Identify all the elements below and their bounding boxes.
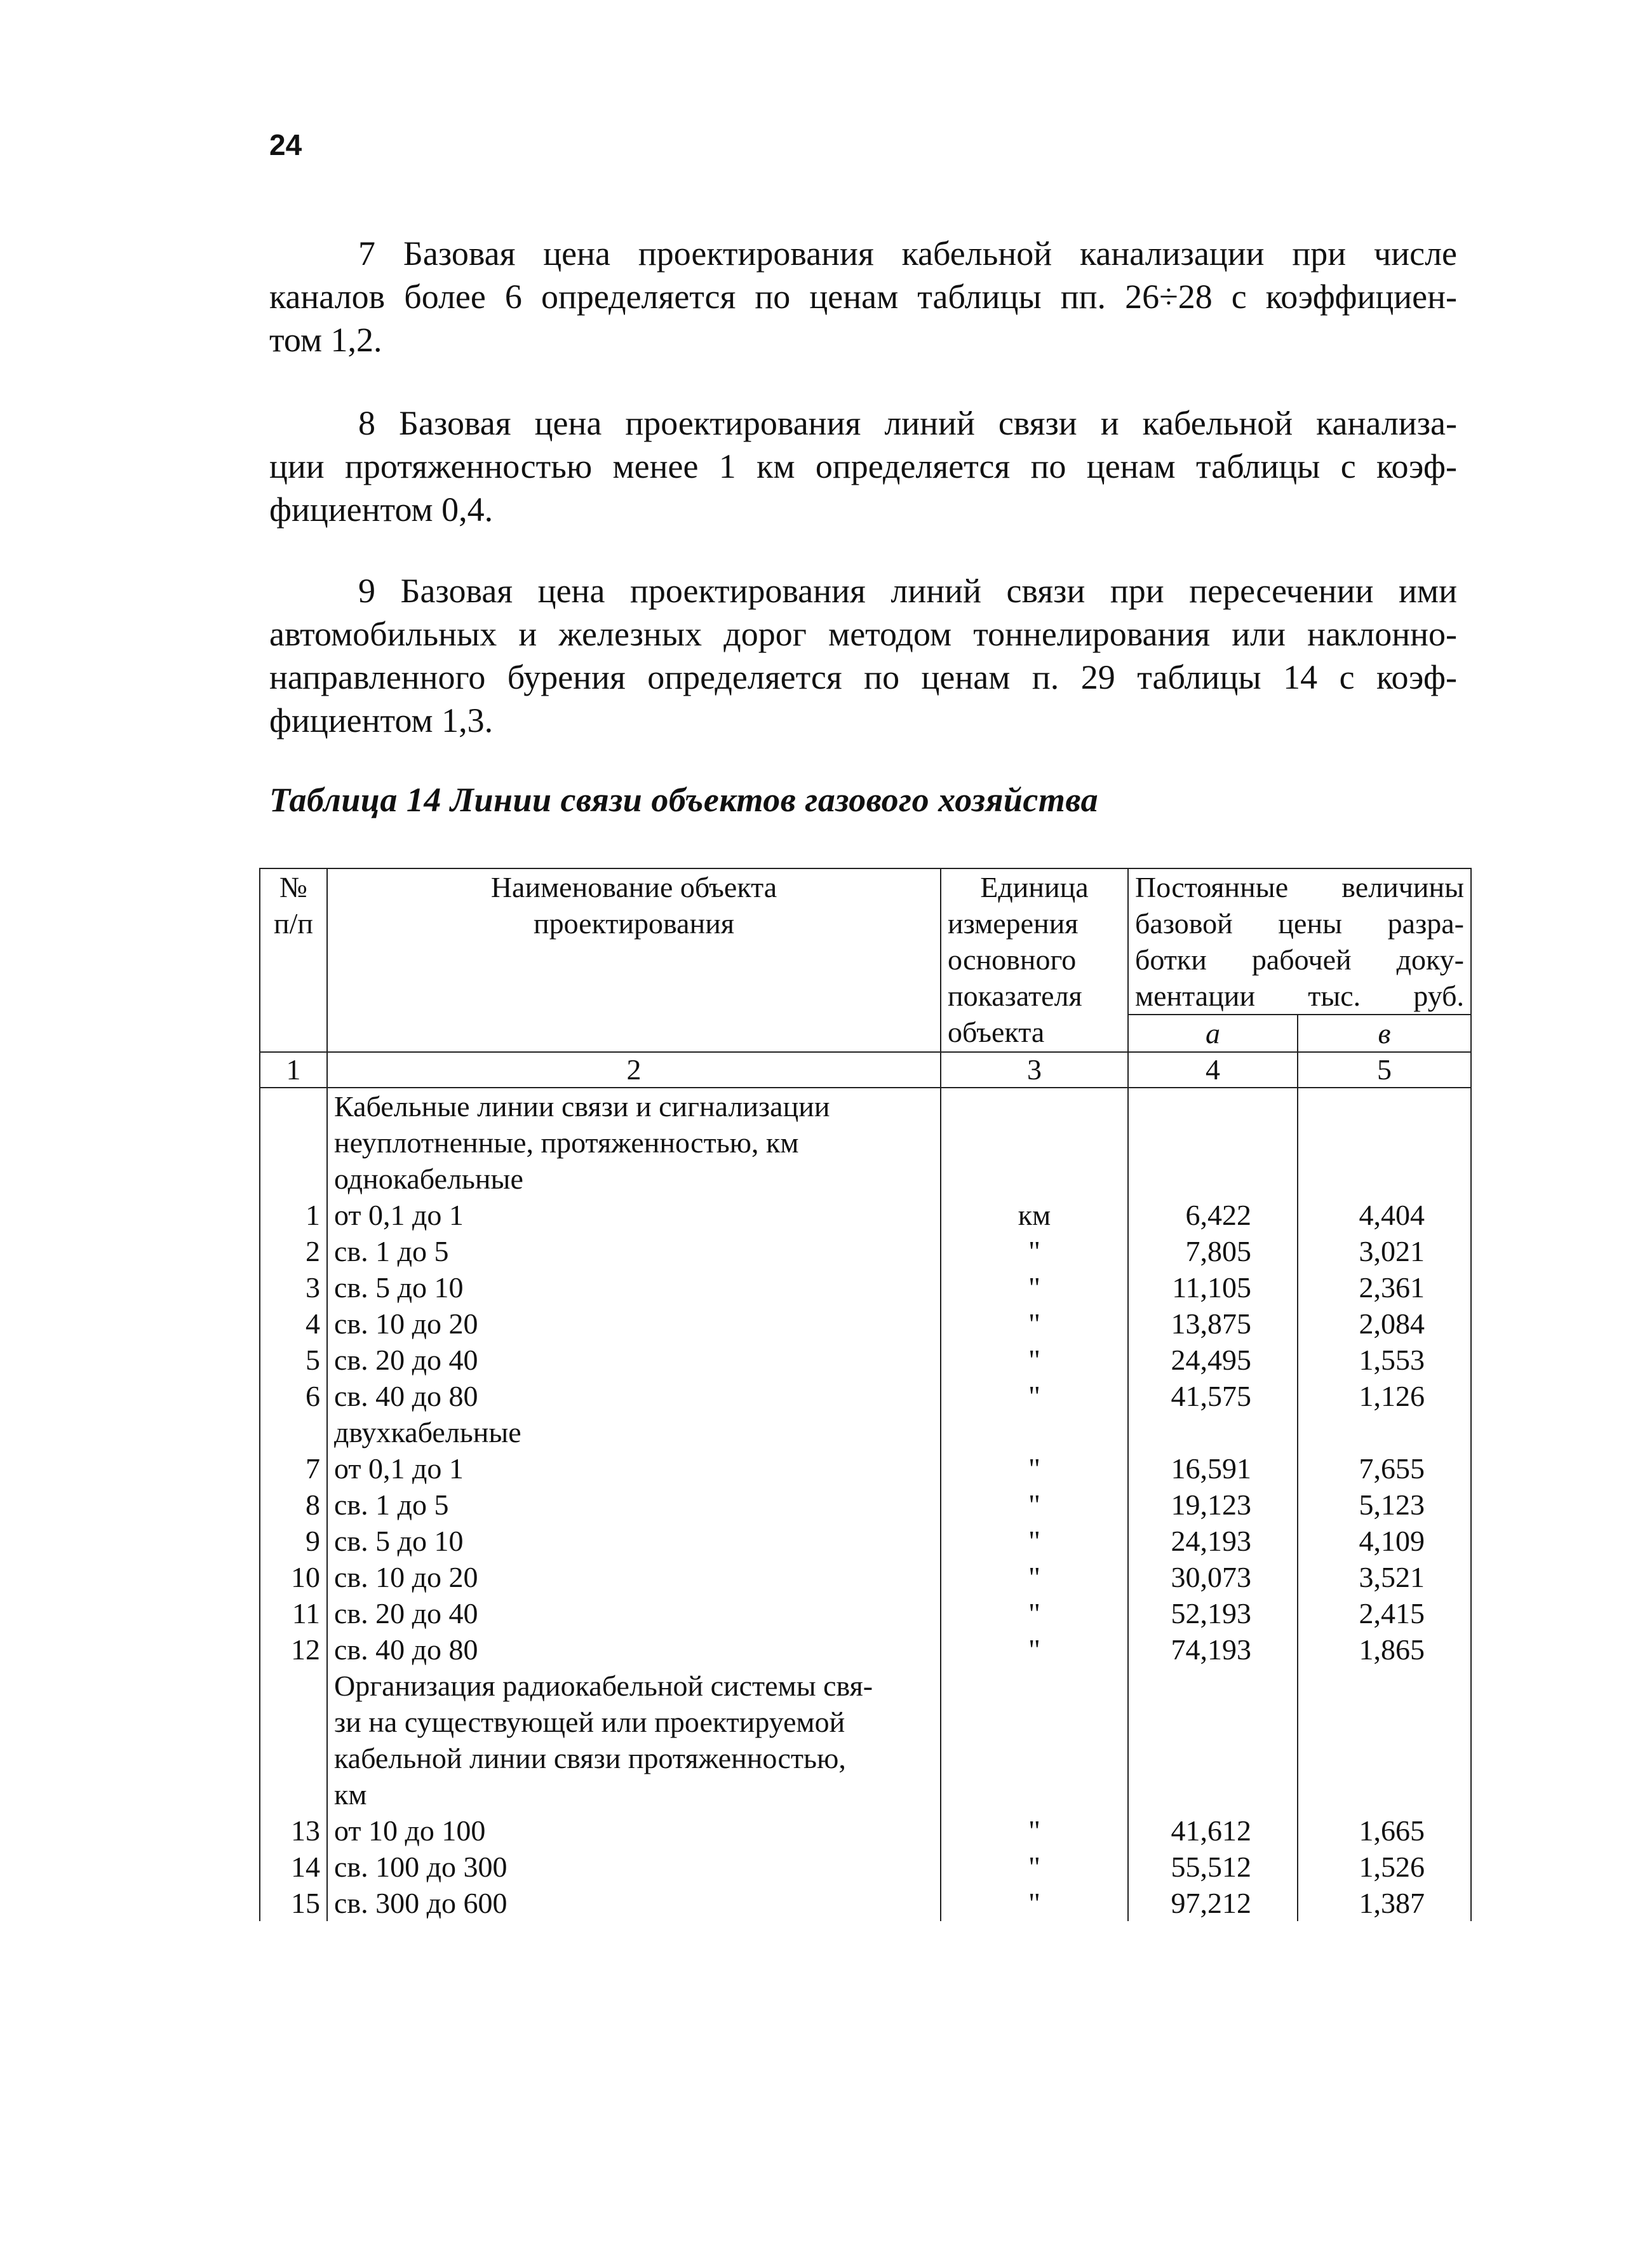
header-number [260,868,327,1052]
row-value-b [1298,1704,1471,1740]
header-text: измерения [948,907,1079,940]
row-unit [941,1414,1128,1450]
row-number [260,1776,327,1812]
table-row [260,1812,1471,1849]
row-value-a: 11,105 [1128,1269,1298,1306]
row-object-name: двухкабельные [327,1414,941,1450]
row-object-name: от 10 до 100 [327,1812,941,1849]
paragraph-line: 8 Базовая цена проектирования линий связи и кабельной канализа- [358,404,1457,442]
row-number [260,1124,327,1161]
row-unit: " [941,1450,1128,1487]
row-value-a [1128,1161,1298,1197]
column-number: 3 [941,1052,1128,1088]
row-number [260,1704,327,1740]
row-object-name: св. 10 до 20 [327,1306,941,1342]
row-value-a: 6,422 [1128,1197,1298,1233]
column-number: 4 [1128,1052,1298,1088]
row-number: 10 [260,1559,327,1595]
header-text: Наименование объекта [490,871,777,903]
row-value-b [1298,1776,1471,1812]
header-text: проектирования [534,907,734,940]
row-value-a [1128,1740,1298,1776]
table-row [260,1595,1471,1631]
row-unit [941,1704,1128,1740]
row-value-a: 16,591 [1128,1450,1298,1487]
row-value-a: 55,512 [1128,1849,1298,1885]
row-value-b [1298,1088,1471,1124]
table-row [260,1306,1471,1342]
row-value-a [1128,1124,1298,1161]
row-number: 13 [260,1812,327,1849]
row-unit [941,1776,1128,1812]
row-object-name: св. 10 до 20 [327,1559,941,1595]
table-row [260,1197,1471,1233]
row-unit: " [941,1378,1128,1414]
row-value-a [1128,1704,1298,1740]
row-number: 14 [260,1849,327,1885]
row-value-a: 41,575 [1128,1378,1298,1414]
row-value-a: 41,612 [1128,1812,1298,1849]
header-text: № [279,871,307,903]
row-object-name: св. 20 до 40 [327,1595,941,1631]
row-unit: км [941,1197,1128,1233]
row-unit: " [941,1812,1128,1849]
row-value-a: 30,073 [1128,1559,1298,1595]
column-number: 1 [260,1052,327,1088]
row-value-b: 5,123 [1298,1487,1471,1523]
row-object-name: св. 40 до 80 [327,1378,941,1414]
row-value-a [1128,1414,1298,1450]
row-unit: " [941,1233,1128,1269]
row-value-b: 2,415 [1298,1595,1471,1631]
row-object-name: св. 100 до 300 [327,1849,941,1885]
row-value-b: 7,655 [1298,1450,1471,1487]
row-object-name: кабельной линии связи протяженностью, [327,1740,941,1776]
row-unit: " [941,1487,1128,1523]
row-number: 12 [260,1631,327,1668]
row-value-b: 4,109 [1298,1523,1471,1559]
table-row [260,1487,1471,1523]
row-value-b: 1,865 [1298,1631,1471,1668]
row-object-name: св. 1 до 5 [327,1233,941,1269]
row-object-name: зи на существующей или проектируемой [327,1704,941,1740]
row-object-name: св. 20 до 40 [327,1342,941,1378]
paragraph-line: 9 Базовая цена проектирования линий связи при пересечении ими [358,572,1457,610]
row-number [260,1740,327,1776]
paragraph-line: 7 Базовая цена проектирования кабельной канализации при числе [358,234,1457,273]
paragraph-line: фициентом 1,3. [269,701,494,739]
header-text: показателя [948,980,1082,1012]
table-row [260,1233,1471,1269]
row-value-a: 7,805 [1128,1233,1298,1269]
table-caption: Таблица 14 Линии связи объектов газового хозяйства [269,781,1099,819]
row-number: 3 [260,1269,327,1306]
paragraph-line: автомобильных и железных дорог методом тоннелирования или наклонно- [269,615,1457,653]
row-number: 4 [260,1306,327,1342]
row-value-b: 1,553 [1298,1342,1471,1378]
row-object-name: св. 1 до 5 [327,1487,941,1523]
header-unit [941,868,1128,1052]
row-number: 15 [260,1885,327,1921]
header-text: ботки рабочей доку- [1135,943,1464,976]
row-object-name: св. 5 до 10 [327,1523,941,1559]
table-row [260,1088,1471,1124]
header-text: основного [948,943,1077,976]
row-unit: " [941,1849,1128,1885]
row-value-b [1298,1668,1471,1704]
row-object-name: св. 40 до 80 [327,1631,941,1668]
row-number: 1 [260,1197,327,1233]
row-value-b [1298,1124,1471,1161]
data-table [259,868,1472,1921]
row-unit: " [941,1595,1128,1631]
header-text: базовой цены разра- [1135,907,1464,940]
row-value-b [1298,1414,1471,1450]
table-body [260,1052,1471,1921]
row-value-b [1298,1740,1471,1776]
row-unit: " [941,1885,1128,1921]
paragraph-line: фициентом 0,4. [269,490,494,529]
paragraph-line: ции протяженностью менее 1 км определяется по ценам таблицы с коэф- [269,447,1457,485]
table-row [260,1124,1471,1161]
row-object-name: однокабельные [327,1161,941,1197]
row-number: 11 [260,1595,327,1631]
table-row [260,1269,1471,1306]
table-header-row [260,868,1471,1015]
row-number [260,1161,327,1197]
row-value-a: 19,123 [1128,1487,1298,1523]
table-row [260,1631,1471,1668]
row-value-a [1128,1776,1298,1812]
table-row [260,1450,1471,1487]
header-col-b: в [1298,1015,1471,1052]
row-object-name: от 0,1 до 1 [327,1197,941,1233]
row-unit [941,1161,1128,1197]
table-row [260,1704,1471,1740]
table-row [260,1559,1471,1595]
row-object-name: св. 300 до 600 [327,1885,941,1921]
row-object-name: св. 5 до 10 [327,1269,941,1306]
row-value-b: 1,665 [1298,1812,1471,1849]
row-unit: " [941,1559,1128,1595]
row-number: 5 [260,1342,327,1378]
row-number: 8 [260,1487,327,1523]
row-object-name: неуплотненные, протяженностью, км [327,1124,941,1161]
column-numbers-row [260,1052,1471,1088]
row-unit: " [941,1342,1128,1378]
row-number: 9 [260,1523,327,1559]
row-unit: " [941,1631,1128,1668]
table-row [260,1342,1471,1378]
table-row [260,1161,1471,1197]
header-text: Единица [980,871,1089,903]
header-text: ментации тыс. руб. [1135,980,1464,1012]
table-row [260,1740,1471,1776]
row-unit [941,1740,1128,1776]
row-object-name: км [327,1776,941,1812]
page-number: 24 [269,128,302,161]
paragraph-8 [269,402,1457,531]
paragraph-line: том 1,2. [269,321,382,359]
table-row [260,1885,1471,1921]
row-number: 7 [260,1450,327,1487]
row-object-name: от 0,1 до 1 [327,1450,941,1487]
row-value-a: 24,495 [1128,1342,1298,1378]
row-value-b: 4,404 [1298,1197,1471,1233]
row-value-a: 97,212 [1128,1885,1298,1921]
row-value-a: 24,193 [1128,1523,1298,1559]
paragraph-7 [269,232,1457,361]
row-object-name: Кабельные линии связи и сигнализации [327,1088,941,1124]
header-text: Постоянные величины [1135,871,1464,903]
row-unit: " [941,1269,1128,1306]
row-value-a [1128,1088,1298,1124]
row-value-b: 3,521 [1298,1559,1471,1595]
column-number: 2 [327,1052,941,1088]
header-text: п/п [273,907,313,940]
table-row [260,1668,1471,1704]
row-value-a [1128,1668,1298,1704]
row-value-a: 13,875 [1128,1306,1298,1342]
row-number: 2 [260,1233,327,1269]
table-row [260,1776,1471,1812]
row-number [260,1088,327,1124]
paragraph-line: направленного бурения определяется по ценам п. 29 таблицы 14 с коэф- [269,658,1457,696]
table-row [260,1378,1471,1414]
row-object-name: Организация радиокабельной системы свя- [327,1668,941,1704]
row-unit [941,1668,1128,1704]
column-number: 5 [1298,1052,1471,1088]
row-value-b: 1,387 [1298,1885,1471,1921]
row-value-a: 52,193 [1128,1595,1298,1631]
header-text: объекта [948,1016,1045,1048]
header-object-name [327,868,941,1052]
row-value-b: 1,526 [1298,1849,1471,1885]
paragraph-line: каналов более 6 определяется по ценам таблицы пп. 26÷28 с коэффициен- [269,278,1457,316]
row-number [260,1668,327,1704]
row-unit [941,1088,1128,1124]
table-row [260,1414,1471,1450]
row-value-b: 3,021 [1298,1233,1471,1269]
table-row [260,1849,1471,1885]
row-unit [941,1124,1128,1161]
row-number [260,1414,327,1450]
header-col-a: а [1128,1015,1298,1052]
row-value-b: 2,084 [1298,1306,1471,1342]
row-number: 6 [260,1378,327,1414]
row-unit: " [941,1523,1128,1559]
row-unit: " [941,1306,1128,1342]
header-base-price [1128,868,1471,1015]
paragraph-9 [269,569,1457,742]
table-row [260,1523,1471,1559]
row-value-b: 2,361 [1298,1269,1471,1306]
row-value-a: 74,193 [1128,1631,1298,1668]
row-value-b [1298,1161,1471,1197]
row-value-b: 1,126 [1298,1378,1471,1414]
